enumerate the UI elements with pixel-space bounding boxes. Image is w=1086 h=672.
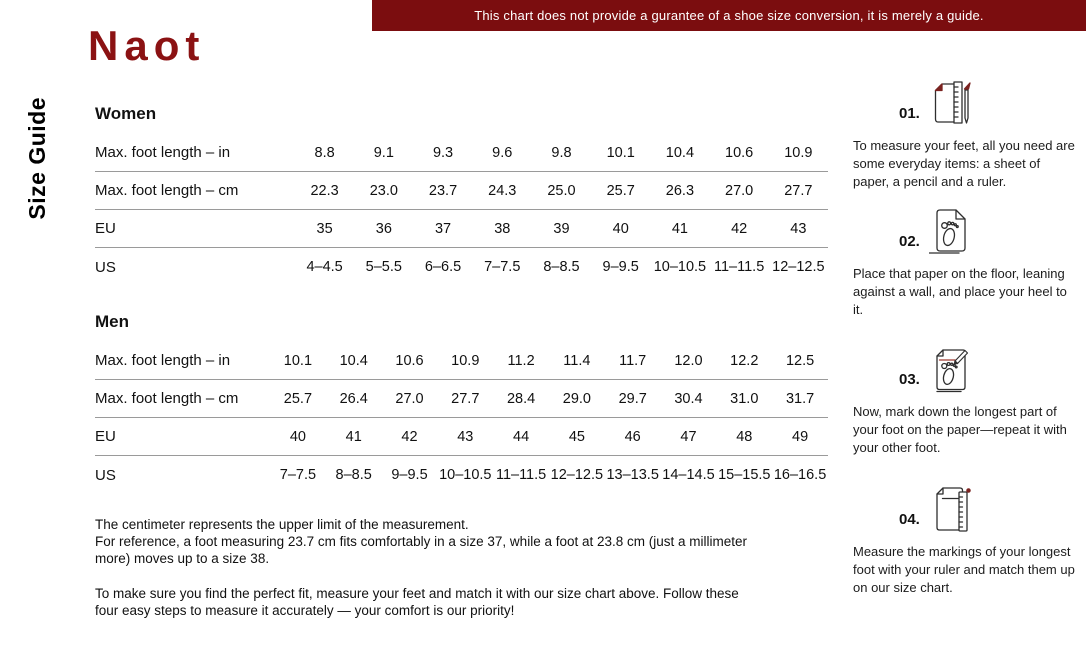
men-heading: Men	[95, 312, 129, 331]
step-1-header	[853, 78, 1079, 128]
size-value: 13–13.5	[606, 467, 659, 483]
size-value: 46	[624, 428, 641, 445]
size-value: 25.7	[283, 390, 313, 407]
table-row	[95, 134, 828, 172]
size-value: 45	[568, 428, 585, 445]
size-value: 41	[345, 428, 362, 445]
step-text: Measure the markings of your longest foot with your ruler and match them up on our size chart.	[853, 544, 1075, 595]
size-value: 16–16.5	[773, 467, 827, 483]
step-1	[853, 78, 1079, 191]
size-value: 26.3	[665, 182, 695, 199]
step-number: 03.	[899, 371, 920, 388]
size-value: 12.0	[674, 352, 703, 369]
row-values	[270, 429, 828, 445]
row-values	[295, 145, 828, 161]
size-value: 49	[792, 428, 809, 445]
step-3	[853, 344, 1079, 457]
row-label: EU	[95, 220, 116, 237]
row-values	[270, 353, 828, 369]
step-4	[853, 484, 1079, 597]
row-label: Max. foot length – in	[95, 352, 231, 369]
size-value: 8–8.5	[543, 259, 580, 275]
row-values	[270, 467, 828, 483]
size-value: 10.4	[339, 352, 368, 369]
size-value: 11.4	[563, 352, 591, 369]
step-number: 04.	[899, 511, 920, 528]
size-value: 27.7	[451, 390, 480, 407]
size-value: 23.0	[369, 182, 398, 199]
size-value: 31.7	[785, 390, 815, 407]
note-line-1: The centimeter represents the upper limit of the measurement.	[95, 517, 469, 532]
size-value: 44	[513, 428, 530, 445]
size-value: 22.3	[310, 182, 339, 199]
size-value: 26.4	[339, 390, 368, 407]
step-number: 02.	[899, 233, 920, 250]
note-measurement	[95, 516, 755, 567]
size-value: 11.7	[619, 352, 647, 369]
paper-foot-icon	[929, 207, 973, 255]
size-value: 23.7	[428, 182, 458, 199]
size-value: 10.9	[451, 352, 480, 369]
step-number: 01.	[899, 105, 920, 122]
size-value: 4–4.5	[306, 259, 343, 275]
size-value: 43	[790, 220, 807, 237]
size-value: 15–15.5	[718, 467, 771, 483]
size-value: 37	[434, 220, 452, 237]
size-value: 38	[494, 220, 511, 237]
size-value: 10.6	[725, 144, 754, 161]
row-label: Max. foot length – cm	[95, 182, 239, 199]
table-row	[95, 418, 828, 456]
page-title-vertical: Size Guide	[24, 97, 50, 220]
size-value: 42	[401, 428, 418, 445]
size-value: 10.1	[283, 352, 313, 369]
size-value: 9.1	[373, 144, 394, 161]
step-text: Now, mark down the longest part of your foot on the paper—repeat it with your other foot.	[853, 404, 1067, 455]
size-value: 12–12.5	[772, 259, 825, 275]
size-value: 9.6	[492, 144, 513, 161]
footnotes	[95, 516, 755, 619]
size-value: 27.0	[395, 390, 424, 407]
size-value: 5–5.5	[365, 259, 402, 275]
women-size-table	[95, 134, 828, 286]
size-value: 48	[736, 428, 753, 445]
size-value: 47	[680, 428, 697, 445]
size-value: 9–9.5	[391, 467, 428, 483]
size-value: 43	[457, 428, 474, 445]
size-value: 30.4	[674, 390, 703, 407]
size-tables-area	[95, 104, 828, 619]
size-value: 40	[289, 428, 306, 445]
row-values	[295, 183, 828, 199]
step-text: Place that paper on the floor, leaning against a wall, and place your heel to it.	[853, 266, 1067, 317]
row-values	[270, 391, 828, 407]
size-value: 25.7	[606, 182, 635, 199]
size-value: 10–10.5	[653, 259, 707, 275]
table-row	[95, 342, 828, 380]
size-value: 11–11.5	[714, 259, 765, 275]
row-values	[295, 221, 828, 237]
size-value: 28.4	[506, 390, 536, 407]
size-value: 29.0	[562, 390, 591, 407]
size-value: 12–12.5	[550, 467, 604, 483]
size-value: 8–8.5	[335, 467, 372, 483]
size-value: 42	[731, 220, 748, 237]
size-value: 29.7	[618, 390, 647, 407]
step-4-header	[853, 484, 1079, 534]
size-value: 24.3	[488, 182, 517, 199]
size-value: 7–7.5	[279, 467, 317, 483]
note-instructions: To make sure you find the perfect fit, measure your feet and match it with our size chart above. Follow these four easy steps to measure it accurately — your comfort is our priority!	[95, 586, 739, 618]
row-label: EU	[95, 428, 116, 445]
size-value: 27.0	[725, 182, 754, 199]
table-row	[95, 456, 828, 494]
step-text: To measure your feet, all you need are some everyday items: a sheet of paper, a pencil and a ruler.	[853, 138, 1075, 189]
table-row	[95, 172, 828, 210]
paper-pencil-ruler-icon	[929, 79, 973, 127]
size-value: 27.7	[784, 182, 813, 199]
size-value: 14–14.5	[662, 467, 715, 483]
size-value: 12.5	[785, 352, 815, 369]
size-value: 8.8	[314, 144, 335, 161]
paper-foot-pencil-icon	[929, 345, 973, 393]
table-row	[95, 248, 828, 286]
size-value: 39	[553, 220, 570, 237]
women-heading: Women	[95, 104, 157, 123]
step-2	[853, 206, 1079, 319]
size-value: 9.3	[432, 144, 454, 161]
row-label: Max. foot length – in	[95, 144, 231, 161]
step-3-header	[853, 344, 1079, 394]
size-value: 12.2	[730, 352, 759, 369]
size-value: 9–9.5	[602, 259, 639, 275]
size-value: 35	[316, 220, 333, 237]
size-value: 6–6.5	[424, 259, 462, 275]
size-value: 10–10.5	[439, 467, 492, 483]
table-row	[95, 210, 828, 248]
size-value: 25.0	[547, 182, 576, 199]
row-label: Max. foot length – cm	[95, 390, 239, 407]
size-value: 10.9	[784, 144, 813, 161]
naot-logo: Naot	[88, 22, 206, 69]
size-value: 40	[612, 220, 629, 237]
table-row	[95, 380, 828, 418]
size-value: 11–11.5	[495, 467, 547, 483]
size-value: 41	[671, 220, 688, 237]
step-2-header	[853, 206, 1079, 256]
size-value: 36	[375, 220, 392, 237]
size-value: 11.2	[507, 352, 535, 369]
row-label: US	[95, 466, 116, 484]
paper-ruler-icon	[929, 485, 973, 533]
disclaimer-banner: This chart does not provide a gurantee of a shoe size conversion, it is merely a guide.	[372, 0, 1086, 31]
size-value: 31.0	[730, 390, 759, 407]
size-value: 7–7.5	[484, 259, 521, 275]
note-line-2: For reference, a foot measuring 23.7 cm fits comfortably in a size 37, while a foot at 23.8 cm (just a millimeter more) moves up to a size 38.	[95, 534, 748, 566]
size-value: 10.1	[606, 144, 635, 161]
size-value: 10.4	[665, 144, 695, 161]
size-value: 10.6	[395, 352, 424, 369]
size-value: 9.8	[551, 144, 572, 161]
row-label: US	[95, 258, 116, 276]
men-size-table	[95, 342, 828, 494]
row-values	[295, 259, 828, 275]
